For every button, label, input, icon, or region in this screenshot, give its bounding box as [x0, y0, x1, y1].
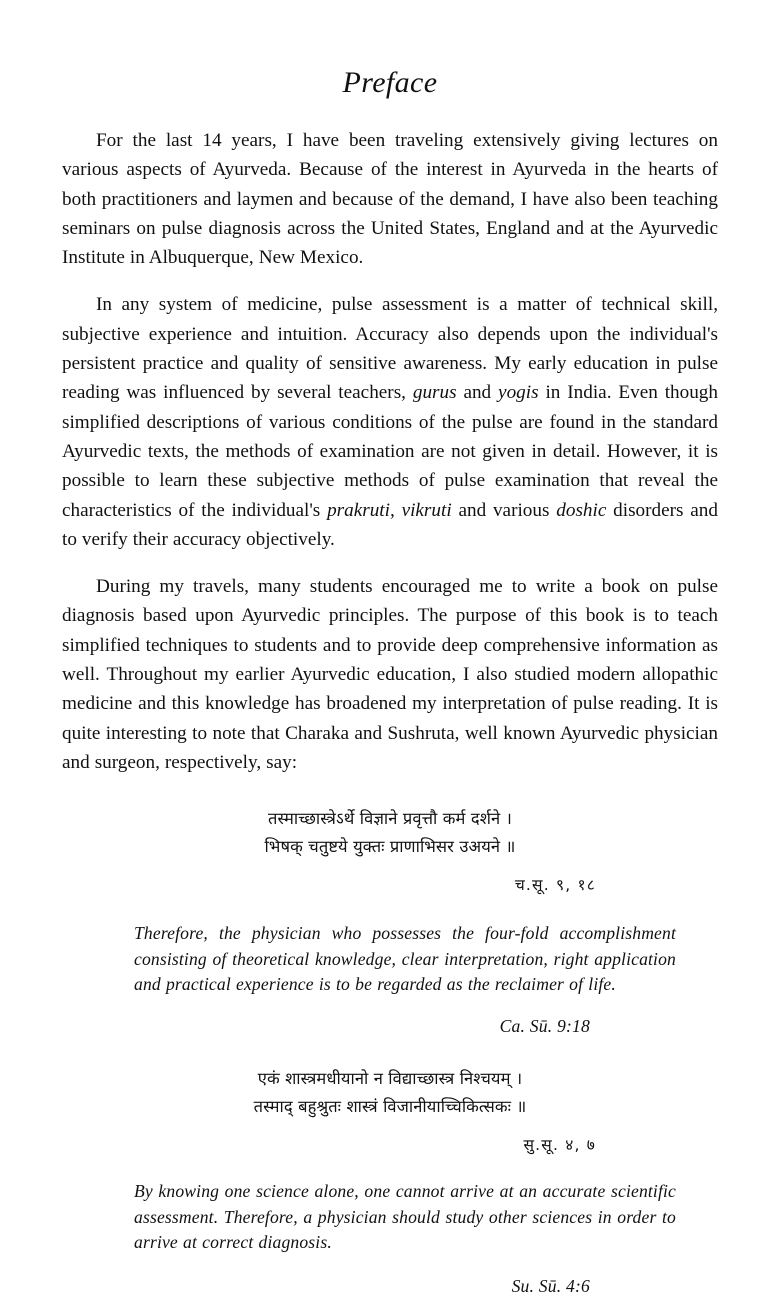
attribution-charaka: Ca. Sū. 9:18 — [499, 1016, 590, 1037]
verse-citation-charaka: च.सू. ९, १८ — [514, 876, 596, 895]
attribution-sushruta: Su. Sū. 4:6 — [511, 1275, 590, 1296]
sanskrit-verse-charaka — [62, 807, 718, 859]
verse-line: तस्माच्छास्त्रेऽर्थे विज्ञाने प्रवृत्तौ कर्म दर्शने । — [268, 809, 512, 829]
translation-charaka: Therefore, the physician who possesses the four-fold accomplishment consisting of theoretical knowledge, clear interpretation, right application and practical experience is to be regarded as the reclaimer of life. — [134, 923, 676, 995]
paragraph-1: For the last 14 years, I have been traveling extensively giving lectures on various aspects of Ayurveda. Because of the interest in Ayurveda in the hearts of both practitioners and laymen and because of the demand, I have also been teaching seminars on pulse diagnosis across the United States, England and at the Ayurvedic Institute in Albuquerque, New Mexico. — [62, 130, 718, 269]
emphasized-term: gurus — [412, 382, 457, 404]
verse-citation-sushruta: सु.सू. ४, ७ — [523, 1136, 596, 1155]
paragraph-3: During my travels, many students encouraged me to write a book on pulse diagnosis based upon Ayurvedic principles. The purpose of this book is to teach simplified techniques to students and to provide deep comprehensive information as well. Throughout my earlier Ayurvedic education, I also studied modern allopathic medicine and this knowledge has broadened my interpretation of pulse reading. It is quite interesting to note that Charaka and Sushruta, well known Ayurvedic physician and surgeon, respectively, say: — [62, 576, 718, 773]
page-content-column — [62, 0, 718, 1297]
page-title: Preface — [342, 66, 438, 99]
translation-sushruta: By knowing one science alone, one cannot arrive at an accurate scientific assessment. Therefore, a physician should study other sciences in order to arrive at correct diagnosis. — [134, 1181, 676, 1253]
verse-line: एकं शास्त्रमधीयानो न विद्याच्छास्त्र निश्चयम् । — [257, 1069, 523, 1089]
emphasized-term: yogis — [498, 382, 539, 404]
sanskrit-verse-sushruta — [62, 1067, 718, 1119]
verse-line: तस्माद् बहुश्रुतः शास्त्रं विजानीयाच्चिकित्सकः ॥ — [253, 1097, 527, 1117]
paragraph-2: In any system of medicine, pulse assessment is a matter of technical skill, subjective experience and intuition. Accuracy also depends upon the individual's persistent practice and quality of sensitive awareness. My early education in pulse reading was influenced by several teachers, gurus and yogis in India. Even though simplified descriptions of various conditions of the pulse are found in the standard Ayurvedic texts, the methods of examination are not given in detail. However, it is possible to learn these subjective methods of pulse examination that reveal the characteristics of the individual's prakruti, vikruti and various doshic disorders and to verify their accuracy objectively. — [62, 294, 718, 550]
verse-line: भिषक् चतुष्टये युक्तः प्राणाभिसर उअयने ॥ — [264, 837, 516, 857]
emphasized-term: doshic — [556, 499, 607, 521]
emphasized-term: prakruti, vikruti — [327, 499, 452, 521]
